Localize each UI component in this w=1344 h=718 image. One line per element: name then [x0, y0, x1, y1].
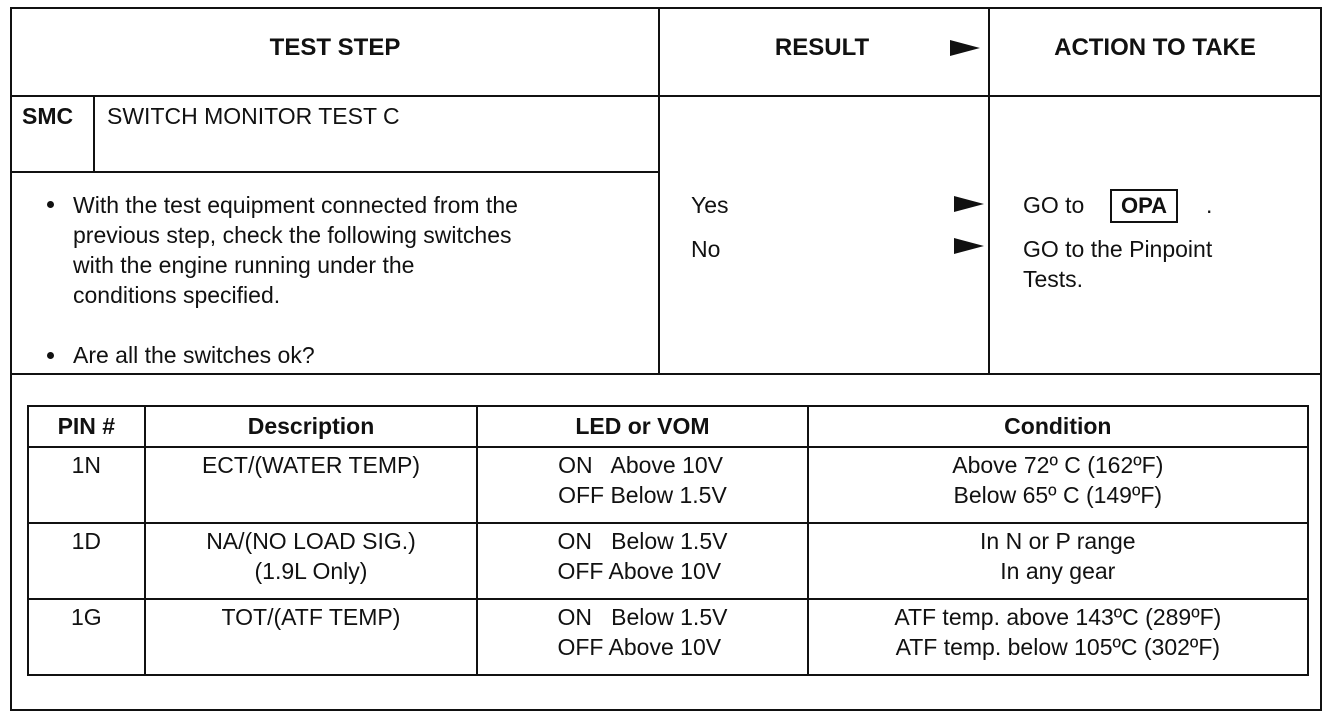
divider [12, 373, 1320, 375]
led-vom-cell [477, 599, 807, 675]
header-action: ACTION TO TAKE [1054, 34, 1256, 61]
action-yes-prefix: GO to [1023, 192, 1085, 218]
led-vom-cell [477, 523, 807, 599]
description-cell: ECT/(WATER TEMP) [145, 447, 478, 523]
description-cell: TOT/(ATF TEMP) [145, 599, 478, 675]
bullet-icon [47, 352, 54, 359]
pin-cell: 1D [28, 523, 145, 599]
divider [988, 9, 990, 375]
led-vom-value: ON Below 1.5V OFF Above 10V [557, 528, 728, 584]
step-question: Are all the switches ok? [73, 342, 315, 368]
pin-table [27, 405, 1309, 676]
step-title: SWITCH MONITOR TEST C [107, 103, 400, 129]
led-vom-cell [477, 447, 807, 523]
description-cell: NA/(NO LOAD SIG.) (1.9L Only) [145, 523, 478, 599]
table-row [28, 447, 1308, 523]
condition-cell: Above 72º C (162ºF) Below 65º C (149ºF) [808, 447, 1308, 523]
table-row [28, 523, 1308, 599]
pin-cell: 1G [28, 599, 145, 675]
led-vom-value: ON Below 1.5V OFF Above 10V [557, 604, 728, 660]
step-instruction: With the test equipment connected from the previous step, check the following switches with the engine running under the conditions specified. [73, 192, 518, 308]
column-header-description: Description [145, 406, 478, 447]
divider [93, 95, 95, 172]
divider [12, 171, 658, 173]
header-test-step: TEST STEP [269, 34, 401, 61]
action-yes-suffix: . [1206, 192, 1213, 218]
result-arrow-icon [954, 196, 984, 212]
pin-cell: 1N [28, 447, 145, 523]
result-arrow-icon [950, 40, 980, 56]
result-yes: Yes [691, 192, 729, 218]
table-header-row [28, 406, 1308, 447]
condition-cell: In N or P range In any gear [808, 523, 1308, 599]
led-vom-value: ON Above 10V OFF Below 1.5V [558, 452, 727, 508]
result-arrow-icon [954, 238, 984, 254]
table-row [28, 599, 1308, 675]
column-header-pin: PIN # [28, 406, 145, 447]
test-procedure-sheet [10, 7, 1322, 711]
action-no: GO to the Pinpoint Tests. [1023, 236, 1213, 292]
condition-cell: ATF temp. above 143ºC (289ºF) ATF temp. below 105ºC (302ºF) [808, 599, 1308, 675]
bullet-icon [47, 201, 54, 208]
divider [12, 95, 1320, 97]
result-no: No [691, 236, 721, 262]
divider [658, 9, 660, 375]
header-result: RESULT [774, 34, 870, 61]
step-code: SMC [22, 103, 74, 129]
column-header-led-vom: LED or VOM [477, 406, 807, 447]
column-header-condition: Condition [808, 406, 1308, 447]
opa-step-link[interactable]: OPA [1110, 189, 1178, 223]
